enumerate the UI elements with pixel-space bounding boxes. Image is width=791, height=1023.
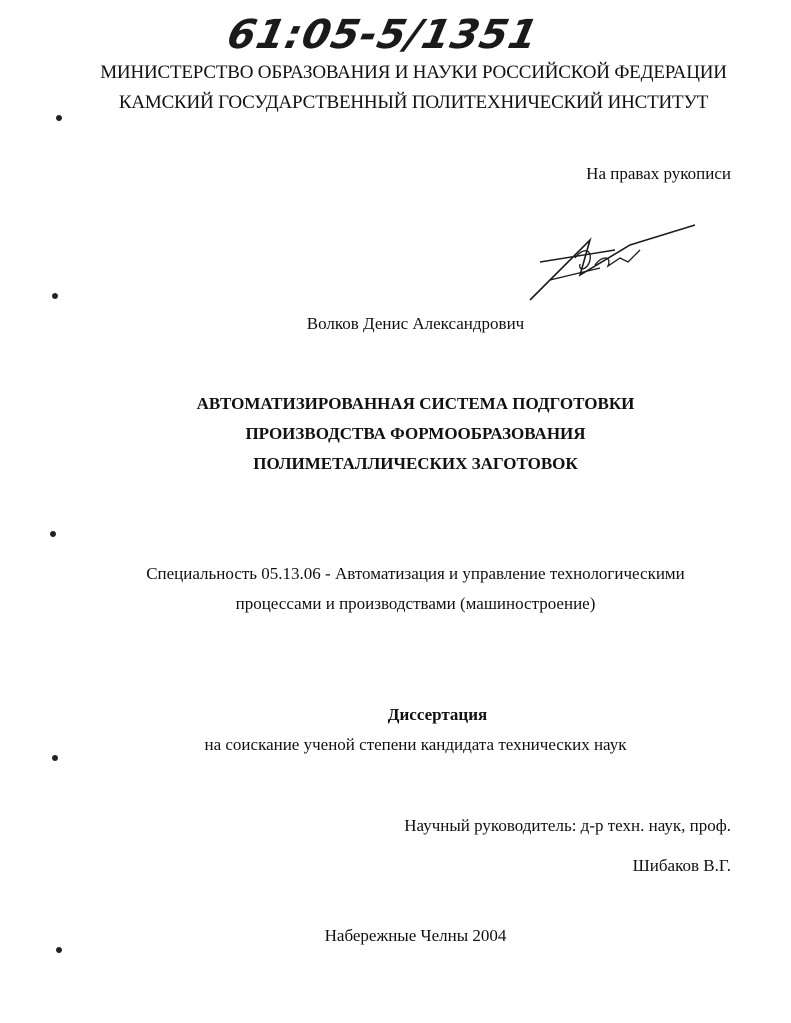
binding-hole-mark [52, 293, 58, 299]
thesis-title-line-2: ПРОИЗВОДСТВА ФОРМООБРАЗОВАНИЯ [245, 424, 586, 443]
binding-hole-mark [56, 115, 62, 121]
author-name: Волков Денис Александрович [306, 314, 525, 333]
binding-hole-mark [50, 531, 56, 537]
specialty-line-2: процессами и производствами (машиностроение) [235, 594, 596, 613]
thesis-title-line-1: АВТОМАТИЗИРОВАННАЯ СИСТЕМА ПОДГОТОВКИ [196, 394, 635, 413]
supervisor-label: Научный руководитель: д-р техн. наук, проф. [404, 816, 731, 835]
binding-hole-mark [52, 755, 58, 761]
ministry-heading: МИНИСТЕРСТВО ОБРАЗОВАНИЯ И НАУКИ РОССИЙСКОЙ ФЕДЕРАЦИИ [100, 62, 727, 83]
dissertation-label: Диссертация [387, 705, 488, 724]
author-signature [520, 220, 700, 310]
manuscript-note: На правах рукописи [586, 164, 731, 183]
city-year: Набережные Челны 2004 [324, 926, 507, 945]
supervisor-name: Шибаков В.Г. [632, 856, 731, 875]
thesis-title-line-3: ПОЛИМЕТАЛЛИЧЕСКИХ ЗАГОТОВОК [253, 454, 578, 473]
binding-hole-mark [56, 947, 62, 953]
handwritten-catalog-number: 61:05-5/1351 [223, 12, 543, 58]
specialty-line-1: Специальность 05.13.06 - Автоматизация и управление технологическими [146, 564, 685, 583]
dissertation-purpose: на соискание ученой степени кандидата технических наук [204, 735, 627, 754]
institute-heading: КАМСКИЙ ГОСУДАРСТВЕННЫЙ ПОЛИТЕХНИЧЕСКИЙ ИНСТИТУТ [118, 92, 709, 113]
